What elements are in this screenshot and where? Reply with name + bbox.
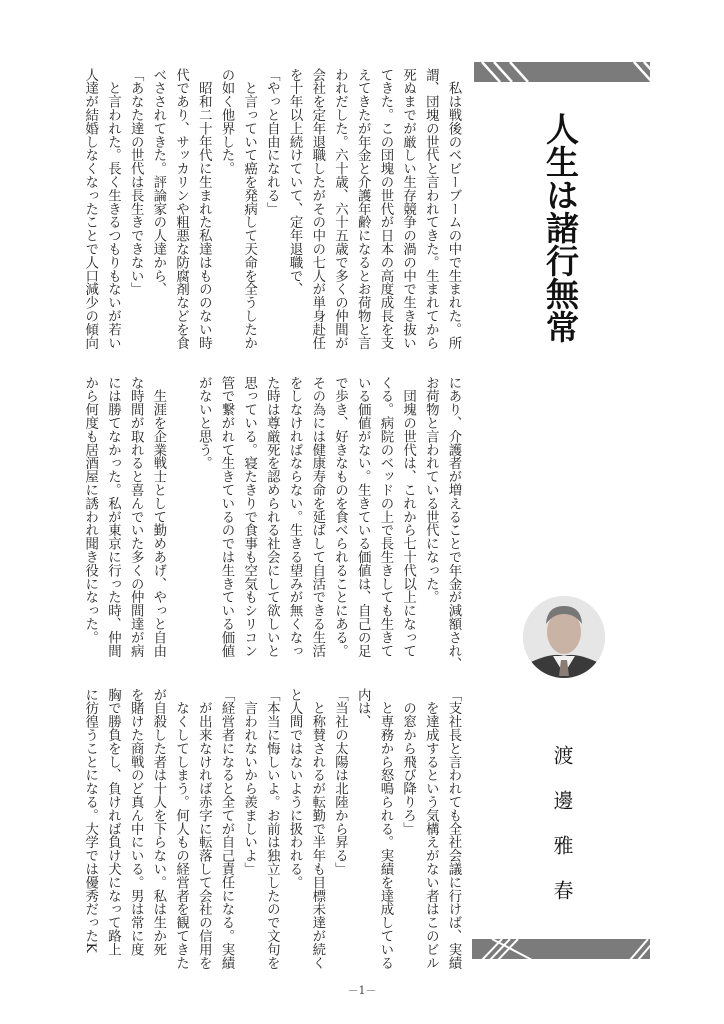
text-column: お荷物と言われている世代になった。 xyxy=(423,376,439,604)
text-column: と専務から怒鳴られる。実績を達成している xyxy=(377,688,393,970)
text-column: が出来なければ赤字に転落して会社の信用を xyxy=(196,688,212,970)
text-column: 私は戦後のベビーブームの中で生まれた。所 xyxy=(446,68,461,350)
text-column: 「支社長と言われても全社会議に行けば、実績 xyxy=(446,688,461,970)
text-column: えてきたが年金と介護年齢になるとお荷物と言 xyxy=(355,68,371,350)
text-column: 昭和二十年代に生まれた私達はもののない時 xyxy=(196,68,212,350)
text-column: 人達が結婚しなくなったことで人口減少の傾向 xyxy=(82,68,98,350)
text-column: を賭けた商戦のど真ん中にいる。男は常に度 xyxy=(128,688,144,956)
text-column: 生涯を企業戦士として勤めあげ、やっと自由 xyxy=(150,376,166,658)
text-column: た時は尊厳死を認められる社会にして欲しいと xyxy=(264,376,280,658)
text-column: と人間ではないように扱われる。 xyxy=(287,688,303,889)
text-column: 内は、 xyxy=(355,688,371,729)
text-column: にあり、介護者が増えることで年金が減額され、 xyxy=(446,376,461,671)
text-column: の如く他界した。 xyxy=(218,68,234,176)
text-column: を達成するという気構えがない者はこのビル xyxy=(423,688,439,970)
text-column: 胸で勝負をし、負ければ負け犬になって路上 xyxy=(105,688,121,956)
body-text-middle-tier xyxy=(78,376,464,671)
text-column: その為には健康寿命を延ばして自活できる生活 xyxy=(309,376,325,658)
text-column: 「当社の太陽は北陸から昇る」 xyxy=(332,688,348,876)
text-column: から何度も居酒屋に誘われ聞き役になった。 xyxy=(82,376,98,644)
text-column: の窓から飛び降りろ」 xyxy=(400,688,416,836)
text-column: と言っていて癌を発病して天命を全うしたか xyxy=(241,68,257,350)
text-column: 謂、団塊の世代と言われてきた。生まれてから xyxy=(423,68,439,350)
text-column: と称賛されるが転勤で半年も目標未達が続く xyxy=(309,688,325,970)
text-column: には勝てなかった。私が東京に行った時、仲間 xyxy=(105,376,121,658)
text-column: 死ぬまでが厳しい生存競争の渦の中で生き抜い xyxy=(400,68,416,350)
text-column: で歩き、好きなものを食べられることにある。 xyxy=(332,376,348,658)
text-column: 「経営者になると全てが自己責任になる。実績 xyxy=(218,688,234,970)
text-column: な時間が取れると喜んでいた多くの仲間達が病 xyxy=(128,376,144,658)
decorative-striped-bar-top xyxy=(474,62,650,82)
text-column: 管で繋がれて生きているのでは生きている価値 xyxy=(218,376,234,658)
text-column: をしなければならない。生きる望みが無くなっ xyxy=(287,376,303,658)
text-column: に彷徨うことになる。大学では優秀だったK xyxy=(82,688,98,953)
decorative-striped-bar-bottom xyxy=(472,939,650,959)
text-column: われだした。六十歳、六十五歳で多くの仲間が xyxy=(332,68,348,350)
text-column: 団塊の世代は、これから七十代以上になって xyxy=(400,376,416,658)
text-column: 「やっと自由になれる」 xyxy=(264,68,280,216)
text-column: てきた。この団塊の世代が日本の高度成長を支 xyxy=(377,68,393,350)
text-column: 言われないから羨ましいよ」 xyxy=(241,688,257,876)
text-column: 思っている。寝たきりで食事も空気もシリコン xyxy=(241,376,257,658)
text-column: がないと思う。 xyxy=(196,376,212,470)
author-photo xyxy=(523,596,605,678)
text-column: と言われた。長く生きるつもりもないが若い xyxy=(105,68,121,350)
text-column: くる。病院のベッドの上で長生きしても生きて xyxy=(377,376,393,658)
text-column: 「本当に悔しいよ。お前は独立したので文句を xyxy=(264,688,280,970)
article-title: 人生は諸行無常 xyxy=(541,112,580,343)
author-name: 渡邊雅春 xyxy=(550,745,574,925)
text-column: 会社を定年退職したがその中の七人が単身赴任 xyxy=(309,68,325,350)
text-column: を十年以上続けていて、定年退職で、 xyxy=(287,68,303,296)
text-column: 「あなた達の世代は長生きできない」 xyxy=(128,68,144,296)
body-text-top-tier xyxy=(78,68,464,358)
text-column: 代であり、サッカリンや粗悪な防腐剤などを食 xyxy=(173,68,189,350)
body-text-bottom-tier xyxy=(78,688,464,978)
text-column xyxy=(169,376,192,666)
text-column: なくしてしまう。何人もの経営者を観てきた xyxy=(173,688,189,970)
text-column: いる価値がない。生きている価値は、自己の足 xyxy=(355,376,371,658)
text-column: が自殺した者は十人を下らない。私は生か死 xyxy=(150,688,166,956)
page-number: －1－ xyxy=(347,984,377,997)
text-column: べさされてきた。評論家の人達から、 xyxy=(150,68,166,296)
